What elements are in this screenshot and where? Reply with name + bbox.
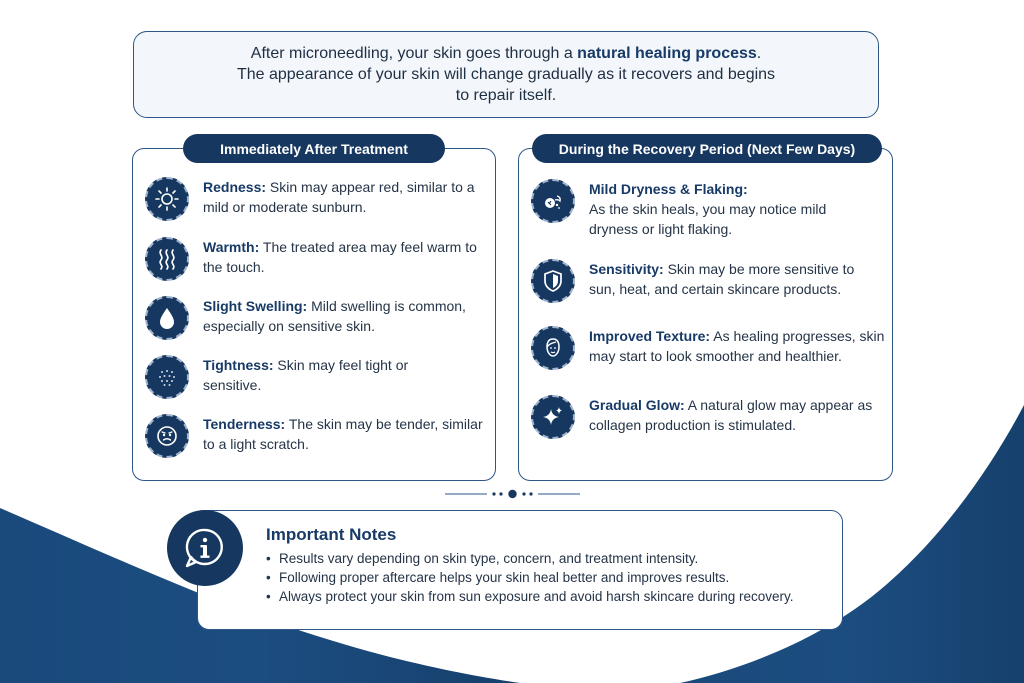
list-item (531, 326, 889, 370)
notes-list (266, 549, 794, 606)
info-icon (167, 510, 243, 586)
immediate-effects-panel (132, 140, 496, 481)
shield-icon (531, 259, 575, 303)
intro-line-1: After microneedling, your skin goes through a natural healing process. (250, 45, 762, 62)
notes-item: • Always protect your skin from sun exposure and avoid harsh skincare during recovery. (266, 587, 794, 606)
important-notes-box (197, 510, 843, 630)
intro-line-2: The appearance of your skin will change gradually as it recovers and begins (236, 66, 776, 83)
tender-face-icon (145, 414, 189, 458)
intro-line-3: to repair itself. (455, 87, 557, 104)
item-text: Tenderness: The skin may be tender, similar to a light scratch. (203, 416, 483, 452)
list-item (145, 296, 493, 340)
list-item (145, 414, 483, 458)
sun-icon (145, 177, 189, 221)
list-item (531, 179, 849, 239)
item-text: Tightness: Skin may feel tight or sensitive. (203, 357, 409, 393)
droplet-icon (145, 296, 189, 340)
heat-waves-icon (145, 237, 189, 281)
immediate-effects-heading: Immediately After Treatment (183, 134, 445, 163)
list-item (145, 355, 453, 399)
item-text: Warmth: The treated area may feel warm to the touch. (203, 239, 477, 275)
item-text: Slight Swelling: Mild swelling is common, especially on sensitive skin. (203, 298, 466, 334)
list-item (145, 237, 483, 281)
dotted-skin-icon (145, 355, 189, 399)
smooth-face-icon (531, 326, 575, 370)
recovery-period-heading: During the Recovery Period (Next Few Days) (532, 134, 882, 163)
sparkle-icon (531, 395, 575, 439)
notes-title: Important Notes (266, 525, 397, 544)
list-item (531, 395, 889, 439)
notes-item: • Results vary depending on skin type, concern, and treatment intensity. (266, 549, 794, 568)
recovery-period-panel (518, 140, 893, 481)
item-text: Redness: Skin may appear red, similar to a mild or moderate sunburn. (203, 179, 475, 215)
list-item (145, 177, 483, 221)
item-text: Mild Dryness & Flaking: As the skin heals, you may notice mild dryness or light flaking. (589, 181, 827, 237)
item-text: Gradual Glow: A natural glow may appear as collagen production is stimulated. (589, 397, 873, 433)
item-text: Sensitivity: Skin may be more sensitive to sun, heat, and certain skincare products. (589, 261, 855, 297)
flaking-skin-icon (531, 179, 575, 223)
item-text: Improved Texture: As healing progresses, skin may start to look smoother and healthier. (589, 328, 885, 364)
intro-box (133, 31, 879, 118)
list-item (531, 259, 884, 303)
divider-ornament (445, 487, 580, 501)
notes-item: • Following proper aftercare helps your skin heal better and improves results. (266, 568, 794, 587)
